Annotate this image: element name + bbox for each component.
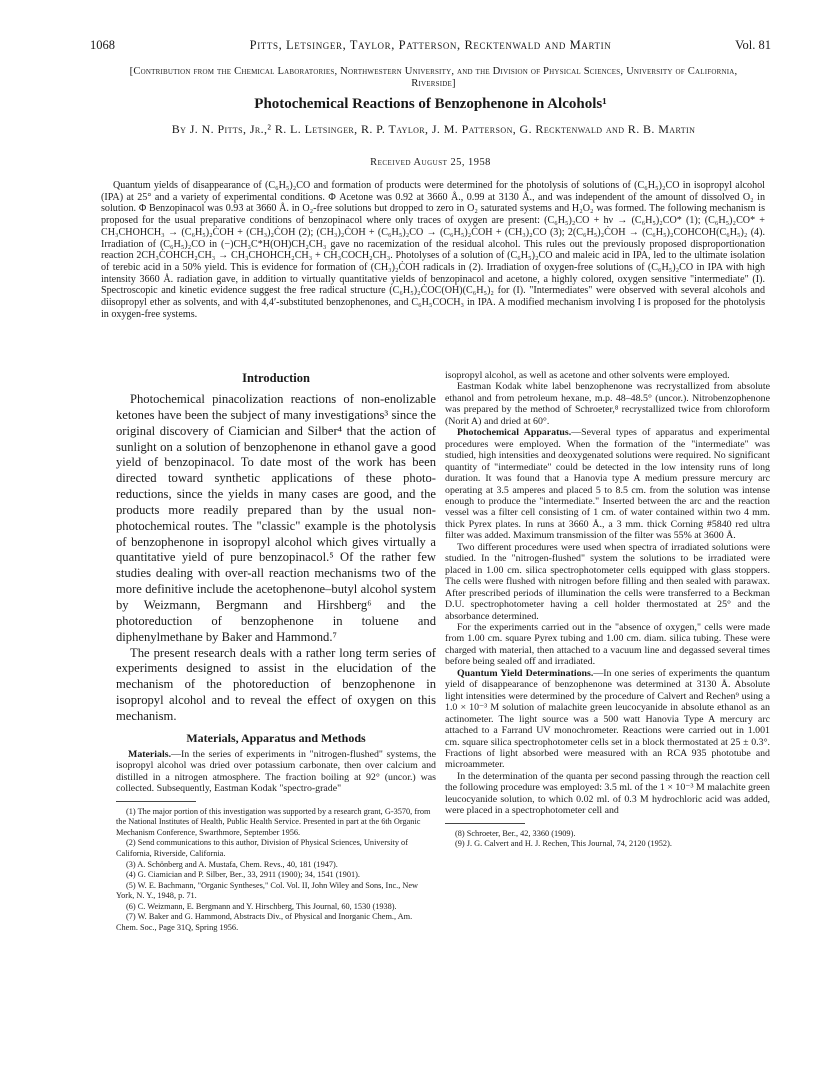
article-title: Photochemical Reactions of Benzophenone in Alcohols¹	[254, 96, 607, 112]
footnote: (5) W. E. Bachmann, "Organic Syntheses," Col. Vol. II, John Wiley and Sons, Inc., New York, N. Y., 1948, p. 71.	[116, 880, 419, 901]
footnote: (8) Schroeter, Ber., 42, 3360 (1909).	[455, 828, 576, 838]
materials-paragraph	[116, 749, 436, 795]
introduction-heading: Introduction	[242, 371, 310, 385]
quantum-run-in-head: Quantum Yield Determinations.	[457, 667, 594, 679]
materials-text: —In the series of experiments in "nitrogen-flushed" systems, the isopropyl alcohol was dried over potassium carbonate, then over calcium and distilled in a nitrogen atmosphere. The fraction boiling at 92° (uncor.) was collected. Subsequently, Eastman Kodak "spectro-grade"	[116, 748, 436, 795]
footnote: (6) C. Weizmann, E. Bergmann and Y. Hirschberg, This Journal, 60, 1530 (1938).	[126, 901, 397, 911]
methods-heading: Materials, Apparatus and Methods	[186, 730, 366, 745]
author-byline: By J. N. Pitts, Jr.,² R. L. Letsinger, R. P. Taylor, J. M. Patterson, G. Recktenwald and R. B. Martin	[171, 122, 696, 136]
page-number: 1068	[90, 38, 115, 52]
quantum-text: —In one series of experiments the quantum yield of disappearance of benzophenone was determined at 3130 Å. Absolute light intensities were determined by the procedure of Calvert and Rechen⁹ using a 1.0 × 10⁻³ M solution of malachite green leucocyanide in absolute ethanol as an actinometer. The light source was a 500 watt Hanovia Type A mercury arc attached to a Farrand UV monochrometer. Reactions were carried out in 1.001 cm. square silica spectrophotometer cells set in a block thermostated at 25 ± 0.3°. Fractions of light absorbed were measured with an RCA 935 phototube and microammeter.	[445, 667, 770, 771]
oxygen-absence-paragraph: For the experiments carried out in the "absence of oxygen," cells were made from 1.00 cm. square Pyrex tubing and 1.00 cm. diam. silica tubing. These were charged with material, then attached to a vacuum line and degassed several times before being sealed off and irradiated.	[445, 621, 770, 668]
footnote-rule	[445, 823, 525, 824]
footnote: (3) A. Schönberg and A. Mustafa, Chem. Revs., 40, 181 (1947).	[126, 859, 338, 869]
footnote: (1) The major portion of this investigation was supported by a research grant, G-3570, from the National Institutes of Health, Public Health Service. Presented in part at the 6th Organic Mechanism Conference, Swarthmore, September 1956.	[116, 806, 431, 837]
running-authors: Pitts, Letsinger, Taylor, Patterson, Recktenwald and Martin	[249, 38, 612, 52]
footnote: (4) G. Ciamician and P. Silber, Ber., 33, 2911 (1900); 34, 1541 (1901).	[126, 870, 360, 880]
quanta-paragraph: In the determination of the quanta per second passing through the reaction cell the following procedure was employed: 3.5 ml. of the 1 × 10⁻³ M malachite green leucocyanide solution, to which 0.02 ml. of 0.3 M hydrochloric acid was added, were placed in a spectrophotometer cell and	[445, 770, 770, 817]
procedures-paragraph: Two different procedures were used when spectra of irradiated solutions were studied. In the "nitrogen-flushed" system the solutions to be irradiated were placed in 1.00 cm. silica spectrophotometer cells equipped with glass stoppers. The cells were flushed with nitrogen before filling and then sealed with parawax. After prescribed periods of illumination the cells were transferred to a Beckman D.U. spectrophotometer having a cell holder thermostated at 25° and the absorbance determined.	[445, 541, 770, 622]
footnotes-right	[445, 829, 770, 850]
introduction-body	[116, 392, 436, 725]
left-column	[116, 370, 436, 934]
right-column	[445, 370, 770, 850]
received-date: Received August 25, 1958	[370, 157, 491, 168]
apparatus-text: —Several types of apparatus and experimental procedures were employed. When the formation of the "intermediate" was studied, high intensities and deoxygenated solutions were required. No significant quantity of "intermediate" could be detected in the low intensity runs of long duration. It was found that a Hanovia type A medium pressure mercury arc operating at 3.5 amperes and placed 5 to 8.5 cm. from the solution was intense enough to produce the "intermediate." Inserted between the arc and the reaction vessel was a filter cell consisting of 1 cm. of water contained within two 4 mm. thick Pyrex plates. In runs at 3660 Å., a 3 mm. thick Corning #5840 red ultra filter was added. Maximum transmission of the filter was 55% at 3600 Å.	[445, 427, 770, 542]
volume-number: Vol. 81	[735, 38, 771, 52]
footnote: (9) J. G. Calvert and H. J. Rechen, This Journal, 74, 2120 (1952).	[455, 839, 672, 849]
apparatus-run-in-head: Photochemical Apparatus.	[457, 427, 572, 439]
intro-paragraph-2: The present research deals with a rather long term series of experiments designed to assist in the elucidation of the mechanism of the photoreduction of benzophenone in isopropyl alcohol and to reveal the effect of oxygen on this mechanism.	[116, 645, 436, 723]
right-column-body	[445, 370, 770, 817]
apparatus-paragraph	[445, 427, 770, 542]
benzophenone-paragraph: Eastman Kodak white label benzophenone was recrystallized from absolute ethanol and from petroleum hexane, m.p. 48–48.5° (uncor.). Nitrobenzophenone was prepared by the method of Schroeter,⁸ recrystallized twice from chloroform (Norit A) and dried at 60°.	[445, 381, 770, 427]
footnote: (2) Send communications to this author, Division of Physical Sciences, University of California, Riverside, California.	[116, 838, 408, 858]
abstract	[101, 180, 765, 321]
running-header	[90, 38, 771, 54]
quantum-paragraph	[445, 668, 770, 771]
footnote: (7) W. Baker and G. Hammond, Abstracts Div., of Physical and Inorganic Chem., Am. Chem. Soc., Page 31Q, Spring 1956.	[116, 912, 413, 933]
materials-section	[116, 749, 436, 795]
footnotes-left	[116, 807, 436, 934]
contribution-note: [Contribution from the Chemical Laboratories, Northwestern University, and the Division of Physical Sciences, University of California, Riverside]	[129, 66, 738, 89]
abstract-text: Quantum yields of disappearance of (C₆H₅)₂CO and formation of products were determined for the photolysis of solutions of (C₆H₅)₂CO in isopropyl alcohol (IPA) at 25° and a variety of experimental conditions. Φ Acetone was 0.92 at 3660 Å., 0.99 at 3130 Å., and was independent of the amount of dissolved O₂ in solution. Φ Benzopinacol was 0.93 at 3660 Å. in O₂-free solutions but dropped to zero in O₂ saturated systems and H₂O₂ was formed. The following mechanism is proposed for the usual preparative conditions of benzopinacol where only traces of oxygen are present: (C₆H₅)₂CO + hν → (C₆H₅)₂CO* (1); (C₆H₅)₂CO* + CH₃CHOHCH₃ → (C₆H₅)₂ĊOH + (CH₃)₂ĊOH (2); (CH₃)₂ĊOH + (C₆H₅)₂CO → (C₆H₅)₂ĊOH + (CH₃)₂CO (3); 2(C₆H₅)₂ĊOH → (C₆H₅)₂COHCOH(C₆H₅)₂ (4). Irradiation of (C₆H₅)₂CO in (−)CH₃C*H(OH)CH₂CH₃ gave no racemization of the residual alcohol. This rules out the previously proposed disproportionation reaction 2CH₃ĊOHCH₂CH₃ → CH₃CHOHCH₂CH₃ + CH₃COCH₂CH₃. Photolyses of a solution of (C₆H₅)₂CO and maleic acid in IPA, led to the ultimate isolation of terebic acid in a 50% yield. This is evidence for formation of (CH₃)₂ĊOH radicals in (2). Irradiation of oxygen-free solutions of (C₆H₅)₂CO in IPA with high intensity 3660 Å. radiation gave, in addition to virtually quantitative yields of benzopinacol and acetone, a highly colored, oxygen sensitive "intermediate" (I). Spectroscopic and kinetic evidence suggest the free radical structure (C₆H₅)₂ĊOC(OH)(C₆H₅)₂ for (I). "Intermediates" were observed with several alcohols and diisopropyl ether as solvents, and with 4,4′-substituted benzophenones, and C₆H₅COCH₃ in IPA. A modified mechanism involving I is proposed for the photolysis in oxygen-free systems.	[101, 180, 765, 320]
materials-run-in-head: Materials.	[128, 748, 172, 760]
intro-paragraph-1: Photochemical pinacolization reactions of non-enolizable ketones have been the subject of many investigations³ since the original discovery of Ciamician and Silber⁴ that the action of sunlight on a solution of benzophenone in ethanol gave a good yield of benzopinacol. To date most of the work has been directed toward synthetic applications of these photo-reductions, since the yields in many cases are good, and the products more readily prepared than by the usual non-photochemical routes. The "classic" example is the photolysis of benzophenone in isopropyl alcohol which gives virtually a quantitative yield of pure benzopinacol.⁵ Of the rather few studies dealing with over-all reaction mechanisms two of the more definitive include the acetophenone–butyl alcohol system by Weizmann, Bergmann and Hirshberg⁶ and the photoreduction of benzophenone in toluene and diphenylmethane by Baker and Hammond.⁷	[116, 392, 436, 644]
footnote-rule	[116, 801, 196, 802]
continued-paragraph: isopropyl alcohol, as well as acetone and other solvents were employed.	[445, 370, 730, 381]
